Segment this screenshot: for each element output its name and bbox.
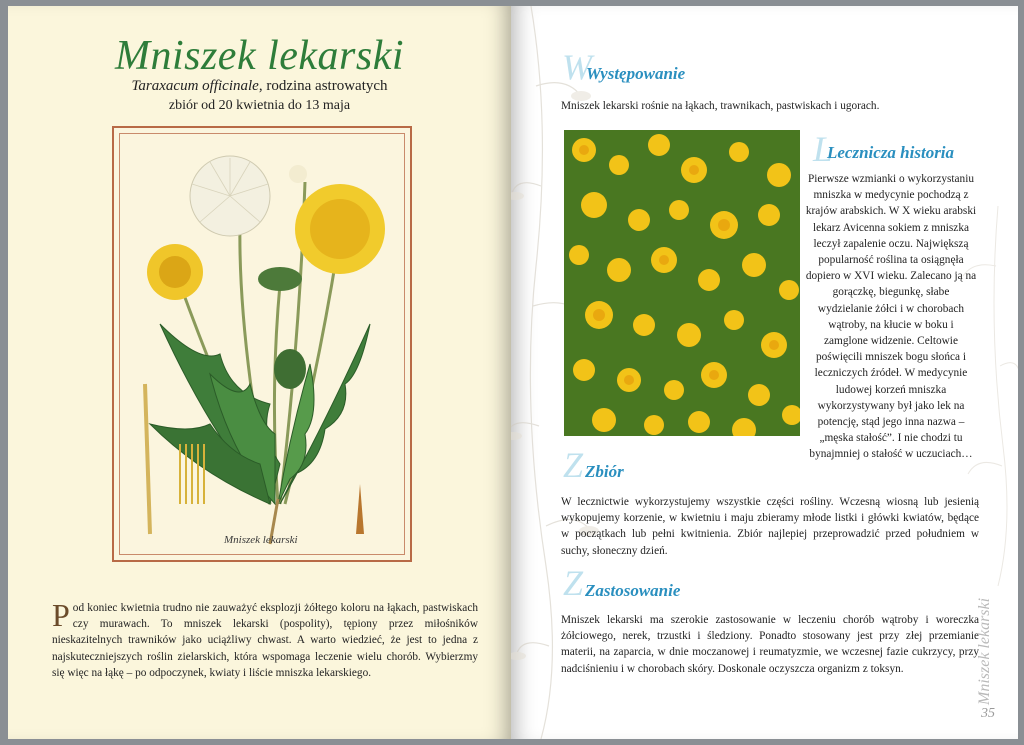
page-number: 35: [981, 706, 995, 721]
section-initial-usage: Z: [563, 563, 584, 603]
section-title-history: Lecznicza historia: [827, 143, 955, 162]
section-initial-occurrence: W: [562, 47, 592, 87]
section-title-usage: Zastosowanie: [585, 581, 681, 600]
intro-paragraph: [52, 597, 478, 681]
section-text-occurrence: Mniszek lekarski rośnie na łąkach, trawnikach, pastwiskach i ugorach.: [561, 100, 880, 112]
left-page: [8, 6, 511, 739]
drop-cap: P: [52, 597, 70, 633]
dandelion-illustration: [120, 134, 404, 554]
right-page: [511, 6, 1018, 739]
section-initial-harvest: Z: [563, 445, 584, 485]
subtitle: [8, 78, 511, 95]
plate-caption: Mniszek lekarski: [224, 534, 298, 546]
running-head-text: Mniszek lekarski: [976, 597, 993, 705]
intro-text: od koniec kwietnia trudno nie zauważyć eksplozji żółtego koloru na łąkach, pastwiskach czy murawach. To mniszek lekarski (pospolity), tępiony przez miłośników nieskazitelnych trawników jako uciążliwy chwast. A warto wiedzieć, że jest to jedna z najskuteczniejszych roślin zielarskich, która wspomaga leczenie wielu chorób. Wybierzmy się więc na łąkę – po odpoczynek, kwiaty i liście mniszka lekarskiego.: [52, 602, 478, 679]
family-name: , rodzina astrowatych: [258, 78, 388, 94]
section-text-harvest: W lecznictwie wykorzystujemy wszystkie części rośliny. Wczesną wiosną lub jesienią wykopujemy korzenie, w kwietniu i maju zbieramy młode listki i główki kwiatów, będące w początkach lub pełni kwitnienia. Zbiór najlepiej przeprowadzić przed południem w suchy, słoneczny dzień.: [561, 496, 979, 557]
harvest-dates: zbiór od 20 kwietnia do 13 maja: [168, 98, 351, 113]
section-title-occurrence: Występowanie: [586, 64, 686, 83]
dandelion-meadow-photo: [564, 130, 800, 436]
section-initial-history: L: [813, 129, 834, 169]
page-title: Mniszek lekarski: [114, 33, 405, 79]
latin-name: Taraxacum officinale: [131, 78, 259, 94]
section-text-usage: Mniszek lekarski ma szerokie zastosowanie w leczeniu chorób wątroby i woreczka żółciowego, nerek, trzustki i śledziony. Ponadto stosowany jest przy złej przemianie materii, na zaparcia, w dnie moczanowej i reumatyzmie, we wczesnej fazie cukrzycy, przy nadciśnieniu i w chorobach skóry. Doskonale oczyszcza organizm z toksyn.: [561, 614, 979, 675]
section-text-history: Pierwsze wzmianki o wykorzystaniu mniszka w medycynie pochodzą z krajów arabskich. W X wieku arabski lekarz Avicenna sokiem z mniszka leczył zapalenie oczu. Największą popularność roślina ta osiągnęła dopiero w XVI wieku. Zalecano ją na gorączkę, biegunkę, słabe wydzielanie żółci i w chorobach wątroby, na kłucie w boku i zamglone widzenie. Celtowie poświęcili mniszek bogu słońca i leczniczych źródeł. W medycynie ludowej korzeń mniszka wykorzystywany był jako lek na potencję, stąd jego inna nazwa – „męska stałość”. I nie chodzi tu bynajmniej o stałość w uczuciach…: [805, 173, 977, 461]
running-head: [963, 566, 1003, 716]
botanical-plate: [112, 126, 412, 562]
section-title-harvest: Zbiór: [585, 462, 624, 481]
